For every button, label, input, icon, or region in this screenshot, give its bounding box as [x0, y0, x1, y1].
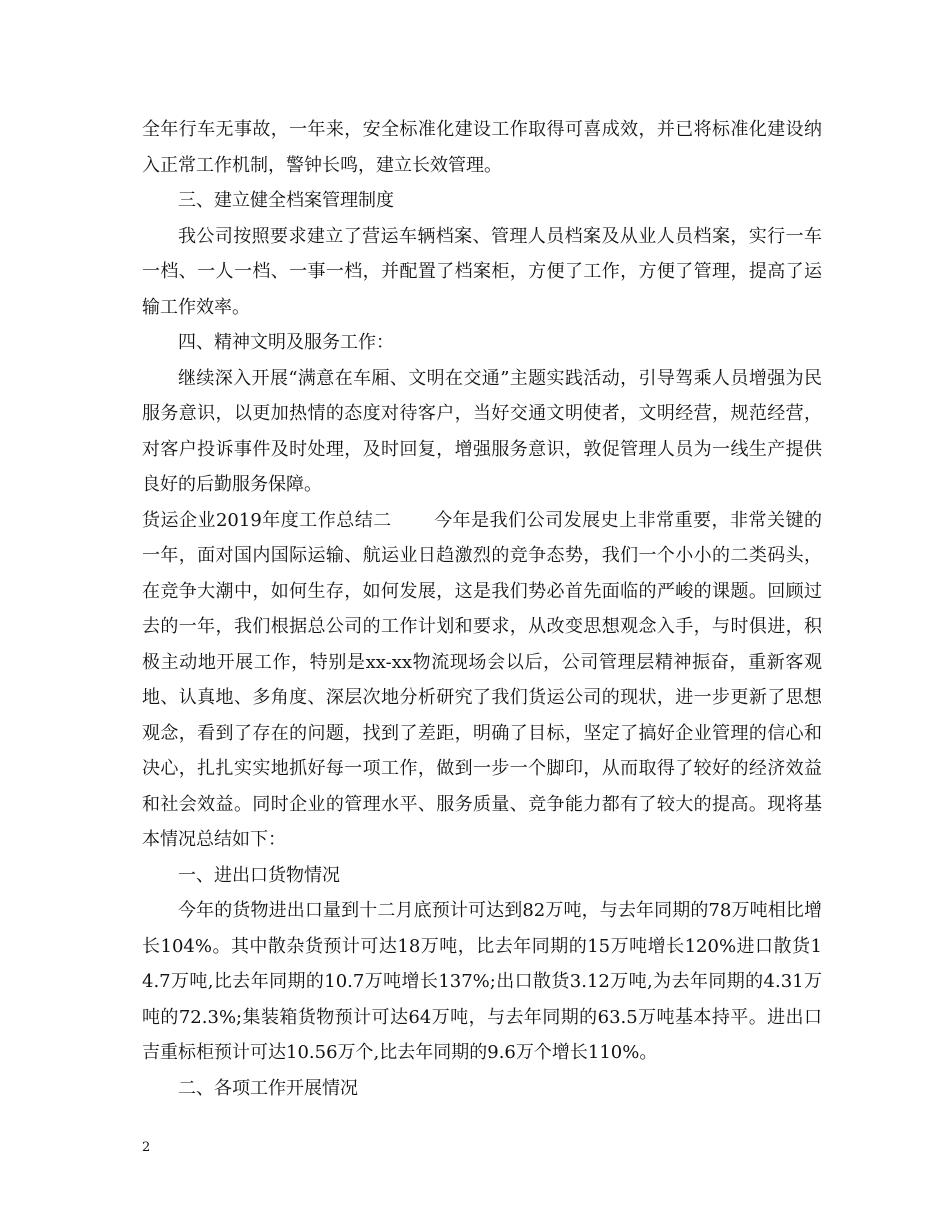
page-number: 2 — [142, 1140, 151, 1155]
heading-work-progress: 二、各项工作开展情况 — [178, 1077, 358, 1099]
paragraph-archive-management: 我公司按照要求建立了营运车辆档案、管理人员档案及从业人员档案，实行一车一档、一人一档、一事一档，并配置了档案柜，方便了工作，方便了管理，提高了运输工作效率。 — [142, 225, 822, 318]
heading-archive-management: 三、建立健全档案管理制度 — [178, 190, 394, 211]
paragraph-civilization-service: 继续深入开展“满意在车厢、文明在交通”主题实践活动，引导驾乘人员增强为民服务意识，以更加热情的态度对待客户，当好交通文明使者，文明经营，规范经营，对客户投诉事件及时处理，及时回复，增强服务意识，敦促管理人员为一线生产提供良好的后勤服务保障。 — [142, 367, 822, 495]
paragraph-cargo-status: 今年的货物进出口量到十二月底预计可达到82万吨，与去年同期的78万吨相比增长104%。其中散杂货预计可达18万吨，比去年同期的15万吨增长120%进口散货14.7万吨,比去年同期的10.7万吨增长137%;出口散货3.12万吨,为去年同期的4.31万吨的72.3%;集装箱货物预计可达64万吨，与去年同期的63.5万吨基本持平。进出口吉重标柜预计可达10.56万个,比去年同期的9.6万个增长110%。 — [142, 900, 822, 1063]
paragraph-safety-continuation: 全年行车无事故，一年来，安全标准化建设工作取得可喜成效，并已将标准化建设纳入正常工作机制，警钟长鸣，建立长效管理。 — [142, 119, 822, 176]
document-body — [142, 112, 822, 1106]
heading-civilization-service: 四、精神文明及服务工作： — [178, 332, 394, 353]
section-title: 货运企业2019年度工作总结二 — [142, 509, 392, 531]
section-two-block — [142, 503, 822, 858]
heading-cargo-status: 一、进出口货物情况 — [178, 864, 340, 886]
section-intro: 今年是我们公司发展史上非常重要，非常关键的一年，面对国内国际运输、航运业日趋激烈的竞争态势，我们一个小小的二类码头，在竞争大潮中，如何生存，如何发展，这是我们势必首先面临的严峻的课题。回顾过去的一年，我们根据总公司的工作计划和要求，从改变思想观念入手，与时俱进，积极主动地开展工作，特别是xx-xx物流现场会以后，公司管理层精神振奋，重新客观地、认真地、多角度、深层次地分析研究了我们货运公司的现状，进一步更新了思想观念，看到了存在的问题，找到了差距，明确了目标，坚定了搞好企业管理的信心和决心，扎扎实实地抓好每一项工作，做到一步一个脚印，从而取得了较好的经济效益和社会效益。同时企业的管理水平、服务质量、竞争能力都有了较大的提高。现将基本情况总结如下： — [142, 509, 823, 850]
